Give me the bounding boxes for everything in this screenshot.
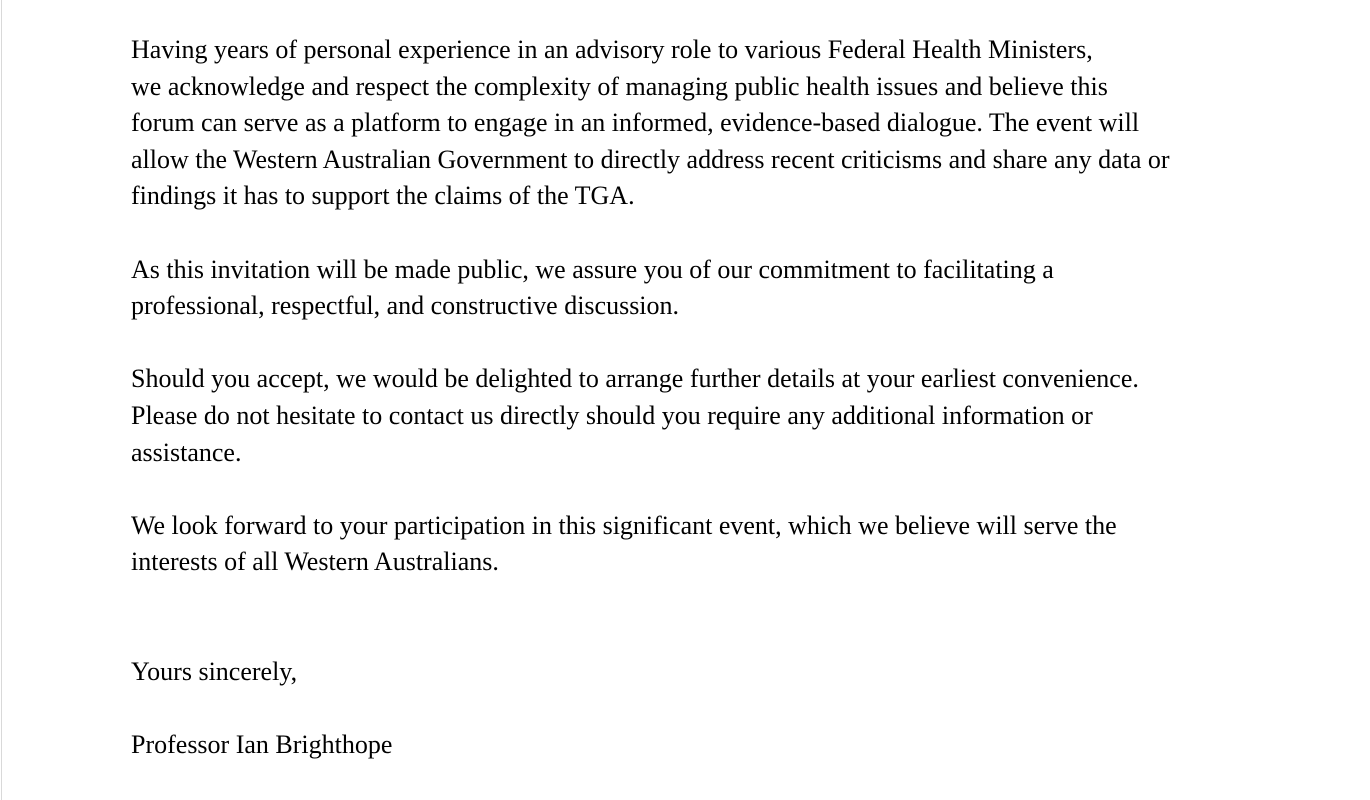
text-line: forum can serve as a platform to engage in an informed, evidence-based dialogue. The event will [131, 108, 1140, 138]
paragraph-spacer [131, 471, 1261, 508]
paragraph-spacer [131, 215, 1261, 252]
text-line: professional, respectful, and constructive discussion. [131, 291, 680, 321]
closing-salutation: Yours sincerely, [131, 657, 298, 687]
text-line: we acknowledge and respect the complexity of managing public health issues and believe this [131, 71, 1108, 101]
text-line: allow the Western Australian Government to directly address recent criticisms and share any data or [131, 144, 1170, 174]
text-line: As this invitation will be made public, we assure you of our commitment to facilitating a [131, 254, 1054, 284]
paragraph-look-forward [131, 508, 1261, 581]
text-line: Please do not hesitate to contact us directly should you require any additional information or [131, 400, 1093, 430]
paragraph-accept-details [131, 361, 1261, 471]
closing-spacer [131, 581, 1261, 654]
text-line: assistance. [131, 437, 242, 467]
text-line: interests of all Western Australians. [131, 547, 499, 577]
paragraph-advisory-experience [131, 32, 1261, 215]
text-line: findings it has to support the claims of the TGA. [131, 181, 635, 211]
text-line: Having years of personal experience in an advisory role to various Federal Health Ministers, [131, 35, 1093, 64]
signature-spacer [131, 691, 1261, 728]
paragraph-public-invitation [131, 252, 1261, 325]
paragraph-spacer [131, 325, 1261, 362]
letter-body [131, 32, 1261, 764]
document-page [1, 0, 1370, 800]
text-line: Should you accept, we would be delighted to arrange further details at your earliest convenience. [131, 364, 1139, 394]
signatory-name: Professor Ian Brighthope [131, 730, 393, 760]
text-line: We look forward to your participation in this significant event, which we believe will serve the [131, 510, 1117, 540]
